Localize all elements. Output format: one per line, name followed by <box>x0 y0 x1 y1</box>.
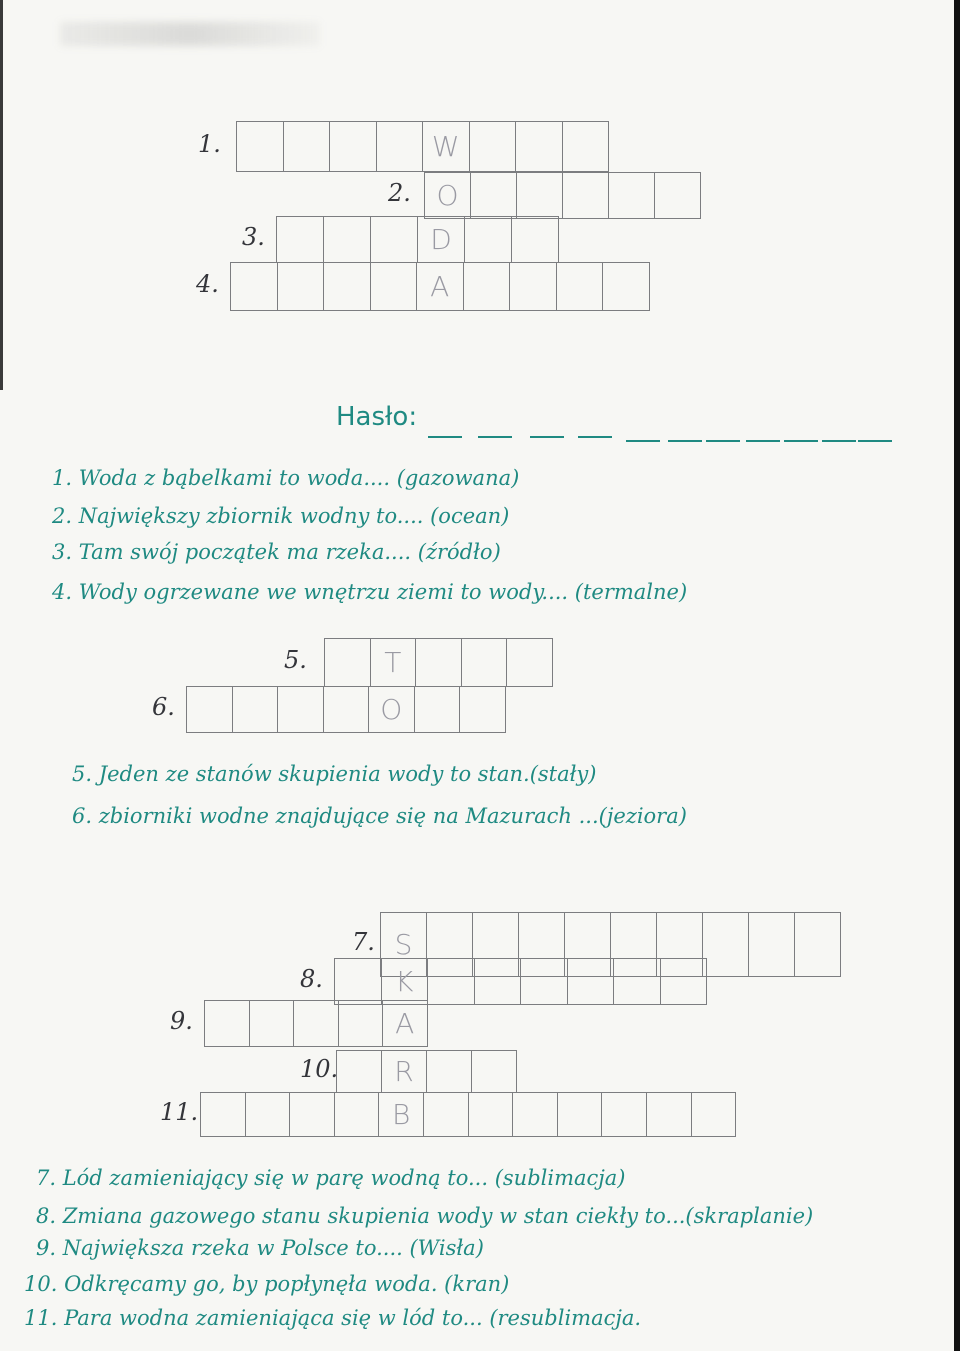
crossword-cell[interactable] <box>471 1050 517 1093</box>
crossword-cell[interactable] <box>338 1000 384 1047</box>
cell-letter <box>324 687 369 732</box>
crossword-cell[interactable] <box>370 638 417 687</box>
cell-letter <box>290 1093 334 1136</box>
cell-letter <box>472 1051 516 1092</box>
cell-letter <box>558 1093 602 1136</box>
cell-letter: O <box>436 179 459 212</box>
cell-letter <box>335 959 381 1004</box>
crossword-cell[interactable] <box>382 1000 428 1047</box>
clue-6: 6. zbiorniki wodne znajdujące się na Mazurach ...(jeziora) <box>72 804 687 828</box>
clue-number-1: 7. <box>352 928 375 956</box>
crossword-cell[interactable] <box>562 121 610 172</box>
crossword-cell[interactable] <box>277 686 324 733</box>
clue-number-2: 6. <box>152 693 175 721</box>
crossword-cell[interactable] <box>463 262 511 311</box>
cell-letter <box>510 263 556 310</box>
haslo-blank <box>626 440 660 442</box>
haslo-label: Hasło: <box>336 402 418 432</box>
scan-left-edge <box>0 0 3 390</box>
cell-letter <box>513 1093 557 1136</box>
crossword-cell[interactable] <box>512 1092 558 1137</box>
cell-letter <box>205 1001 249 1046</box>
crossword-cell[interactable] <box>469 121 517 172</box>
crossword-cell[interactable] <box>424 172 471 219</box>
crossword-cell[interactable] <box>204 1000 250 1047</box>
crossword-cell[interactable] <box>654 172 701 219</box>
clue-5: 5. Jeden ze stanów skupienia wody to stan.(stały) <box>72 762 597 786</box>
cell-letter <box>795 913 840 976</box>
crossword-cell[interactable] <box>511 216 559 263</box>
cell-letter <box>563 122 609 171</box>
crossword-cell[interactable] <box>289 1092 335 1137</box>
cell-letter <box>325 639 370 686</box>
cell-letter <box>469 1093 513 1136</box>
cell-letter <box>427 1051 471 1092</box>
clue-number-1: 5. <box>284 646 307 674</box>
cell-letter <box>614 959 660 1004</box>
cell-letter <box>647 1093 691 1136</box>
cell-letter: S <box>394 928 413 961</box>
scan-smudge <box>60 22 320 46</box>
crossword-cell[interactable] <box>370 262 418 311</box>
cell-letter <box>563 173 608 218</box>
cell-letter <box>277 217 323 262</box>
haslo-blank <box>706 440 740 442</box>
haslo-blank <box>746 440 780 442</box>
crossword-cell[interactable] <box>232 686 279 733</box>
clue-1: 1. Woda z bąbelkami to woda.... (gazowana) <box>52 466 520 490</box>
cell-letter <box>416 639 461 686</box>
crossword-cell[interactable] <box>324 638 371 687</box>
cell-letter <box>371 217 417 262</box>
cell-letter <box>465 217 511 262</box>
crossword-cell[interactable] <box>613 958 661 1005</box>
haslo-blank <box>530 436 564 438</box>
crossword-cell[interactable] <box>474 958 522 1005</box>
cell-letter <box>377 122 423 171</box>
crossword-cell[interactable] <box>422 121 470 172</box>
crossword-cell[interactable] <box>200 1092 246 1137</box>
crossword-cell[interactable] <box>520 958 568 1005</box>
cell-letter <box>557 263 603 310</box>
crossword-cell[interactable] <box>376 121 424 172</box>
cell-letter <box>415 687 460 732</box>
cell-letter: A <box>430 270 450 303</box>
cell-letter: K <box>395 965 414 998</box>
crossword-cell[interactable] <box>415 638 462 687</box>
crossword-cell[interactable] <box>702 912 749 977</box>
cell-letter <box>201 1093 245 1136</box>
crossword-cell[interactable] <box>506 638 553 687</box>
cell-letter <box>339 1001 383 1046</box>
clue-number-2: 2. <box>388 179 411 207</box>
cell-letter <box>424 1093 468 1136</box>
haslo-blank <box>428 436 462 438</box>
cell-letter <box>471 173 516 218</box>
cell-letter <box>278 263 324 310</box>
cell-letter: A <box>395 1007 415 1040</box>
cell-letter: B <box>392 1098 411 1131</box>
cell-letter <box>516 122 562 171</box>
cell-letter <box>462 639 507 686</box>
haslo-blank <box>578 436 612 438</box>
crossword-cell[interactable] <box>562 172 609 219</box>
crossword-cell[interactable] <box>277 262 325 311</box>
crossword-cell[interactable] <box>323 686 370 733</box>
crossword-cell[interactable] <box>794 912 841 977</box>
cell-letter <box>335 1093 379 1136</box>
crossword-cell[interactable] <box>414 686 461 733</box>
clue-8: 8. Zmiana gazowego stanu skupienia wody w stan ciekły to...(skraplanie) <box>36 1204 814 1228</box>
cell-letter: O <box>380 693 403 726</box>
crossword-cell[interactable] <box>249 1000 295 1047</box>
clue-number-4: 10. <box>300 1055 339 1083</box>
cell-letter <box>337 1051 381 1092</box>
crossword-cell[interactable] <box>509 262 557 311</box>
clue-number-3: 3. <box>242 223 265 251</box>
crossword-cell[interactable] <box>516 172 563 219</box>
clue-number-5: 11. <box>160 1098 199 1126</box>
cell-letter <box>324 217 370 262</box>
clue-number-4: 4. <box>196 270 219 298</box>
haslo-blank <box>784 440 818 442</box>
cell-letter <box>661 959 707 1004</box>
crossword-cell[interactable] <box>334 958 382 1005</box>
crossword-cell[interactable] <box>323 216 371 263</box>
cell-letter <box>749 913 794 976</box>
crossword-cell[interactable] <box>276 216 324 263</box>
crossword-cell[interactable] <box>691 1092 737 1137</box>
cell-letter: T <box>384 646 402 679</box>
cell-letter <box>250 1001 294 1046</box>
crossword-cell[interactable] <box>427 958 475 1005</box>
cell-letter <box>464 263 510 310</box>
clue-number-2: 8. <box>300 965 323 993</box>
cell-letter <box>517 173 562 218</box>
clue-10: 10. Odkręcamy go, by popłynęła woda. (kran) <box>24 1272 510 1296</box>
crossword-cell[interactable] <box>461 638 508 687</box>
crossword-cell[interactable] <box>459 686 506 733</box>
cell-letter <box>692 1093 736 1136</box>
clue-7: 7. Lód zamieniający się w parę wodną to... (sublimacja) <box>36 1166 626 1190</box>
cell-letter <box>470 122 516 171</box>
crossword-cell[interactable] <box>557 1092 603 1137</box>
crossword-cell[interactable] <box>236 121 284 172</box>
crossword-cell[interactable] <box>381 958 429 1005</box>
crossword-cell[interactable] <box>464 216 512 263</box>
crossword-cell[interactable] <box>608 172 655 219</box>
clue-9: 9. Największa rzeka w Polsce to.... (Wisła) <box>36 1236 484 1260</box>
cell-letter <box>602 1093 646 1136</box>
crossword-cell[interactable] <box>186 686 233 733</box>
cell-letter <box>428 959 474 1004</box>
cell-letter <box>187 687 232 732</box>
crossword-cell[interactable] <box>660 958 708 1005</box>
cell-letter <box>278 687 323 732</box>
clue-11: 11. Para wodna zamieniająca się w lód to... (resublimacja. <box>24 1306 642 1330</box>
crossword-cell[interactable] <box>245 1092 291 1137</box>
clue-4: 4. Wody ogrzewane we wnętrzu ziemi to wody.... (termalne) <box>52 580 688 604</box>
cell-letter <box>512 217 558 262</box>
haslo-blank <box>822 440 856 442</box>
crossword-cell[interactable] <box>370 216 418 263</box>
crossword-cell[interactable] <box>646 1092 692 1137</box>
crossword-cell[interactable] <box>602 262 650 311</box>
crossword-cell[interactable] <box>556 262 604 311</box>
cell-letter <box>284 122 330 171</box>
crossword-cell[interactable] <box>417 216 465 263</box>
scan-right-edge <box>954 0 960 1351</box>
clue-2: 2. Największy zbiornik wodny to.... (ocean) <box>52 504 510 528</box>
crossword-cell[interactable] <box>423 1092 469 1137</box>
crossword-cell[interactable] <box>378 1092 424 1137</box>
crossword-cell[interactable] <box>470 172 517 219</box>
cell-letter <box>655 173 700 218</box>
clue-number-1: 1. <box>198 130 221 158</box>
cell-letter <box>507 639 552 686</box>
crossword-cell[interactable] <box>230 262 278 311</box>
cell-letter <box>609 173 654 218</box>
cell-letter <box>294 1001 338 1046</box>
crossword-cell[interactable] <box>426 1050 472 1093</box>
crossword-cell[interactable] <box>567 958 615 1005</box>
cell-letter <box>237 122 283 171</box>
crossword-cell[interactable] <box>283 121 331 172</box>
crossword-cell[interactable] <box>336 1050 382 1093</box>
crossword-cell[interactable] <box>293 1000 339 1047</box>
crossword-cell[interactable] <box>334 1092 380 1137</box>
cell-letter: R <box>394 1055 414 1088</box>
haslo-blank <box>478 436 512 438</box>
cell-letter <box>231 263 277 310</box>
cell-letter: W <box>431 130 460 163</box>
cell-letter <box>460 687 505 732</box>
crossword-cell[interactable] <box>748 912 795 977</box>
clue-3: 3. Tam swój początek ma rzeka.... (źródło) <box>52 540 501 564</box>
crossword-cell[interactable] <box>468 1092 514 1137</box>
cell-letter <box>371 263 417 310</box>
cell-letter <box>330 122 376 171</box>
clue-number-3: 9. <box>170 1007 193 1035</box>
crossword-cell[interactable] <box>515 121 563 172</box>
crossword-cell[interactable] <box>368 686 415 733</box>
crossword-cell[interactable] <box>381 1050 427 1093</box>
cell-letter <box>324 263 370 310</box>
crossword-cell[interactable] <box>323 262 371 311</box>
cell-letter: D <box>430 223 452 256</box>
cell-letter <box>521 959 567 1004</box>
cell-letter <box>233 687 278 732</box>
crossword-cell[interactable] <box>416 262 464 311</box>
crossword-cell[interactable] <box>601 1092 647 1137</box>
cell-letter <box>246 1093 290 1136</box>
crossword-cell[interactable] <box>329 121 377 172</box>
cell-letter <box>703 913 748 976</box>
haslo-blank <box>858 440 892 442</box>
cell-letter <box>475 959 521 1004</box>
cell-letter <box>568 959 614 1004</box>
haslo-blank <box>668 440 702 442</box>
cell-letter <box>603 263 649 310</box>
